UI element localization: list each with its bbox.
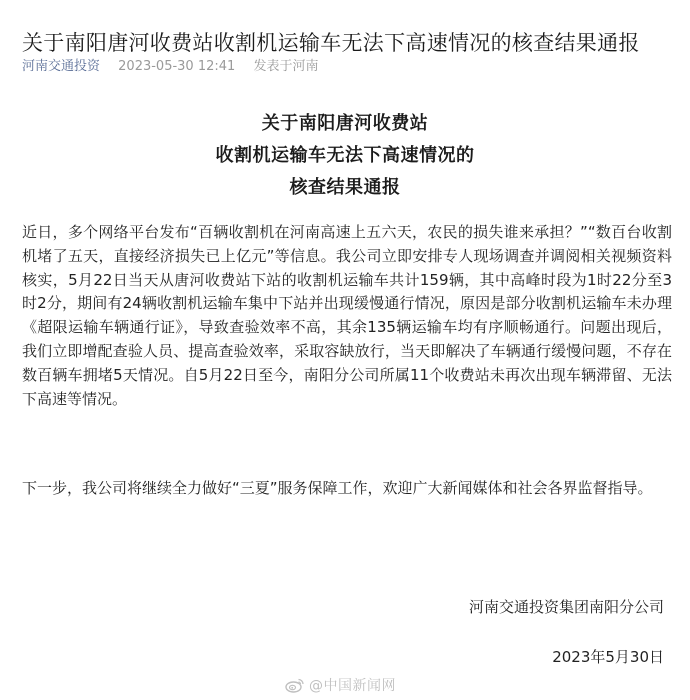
watermark-text: @中国新闻网	[309, 678, 396, 694]
article-meta	[22, 57, 318, 77]
source-account-link[interactable]: 河南交通投资	[22, 59, 101, 74]
article-headline: 关于南阳唐河收费站收割机运输车无法下高速情况的核查结果通报	[22, 31, 640, 56]
publish-location: 发表于河南	[253, 59, 319, 74]
watermark	[285, 674, 396, 696]
body-paragraph-2: 下一步，我公司将继续全力做好“三夏”服务保障工作，欢迎广大新闻媒体和社会各界监督指导。	[22, 479, 653, 497]
document-title-line-1: 关于南阳唐河收费站	[261, 113, 429, 134]
document-title-line-3: 核查结果通报	[289, 177, 401, 198]
body-paragraph-1: 近日，多个网络平台发布“百辆收割机在河南高速上五六天，农民的损失谁来承担？”“数百台收割机堵了五天，直接经济损失已上亿元”等信息。我公司立即安排专人现场调查并调阅相关视频资料核实，5月22日当天从唐河收费站下站的收割机运输车共计159辆，其中高峰时段为1时22分至3时2分，期间有24辆收割机运输车集中下站并出现缓慢通行情况，原因是部分收割机运输车未办理《超限运输车辆通行证》，导致查验效率不高，其余135辆运输车均有序顺畅通行。问题出现后，我们立即增配查验人员、提高查验效率，采取容缺放行，当天即解决了车辆通行缓慢问题，不存在数百辆车拥堵5天情况。自5月22日至今，南阳分公司所属11个收费站未再次出现车辆滞留、无法下高速等情况。	[22, 223, 672, 408]
signature-organization: 河南交通投资集团南阳分公司	[468, 598, 664, 616]
publish-time: 2023-05-30 12:41	[118, 59, 236, 74]
signature-date: 2023年5月30日	[552, 648, 664, 666]
weibo-icon	[285, 677, 305, 693]
document-title-line-2: 收割机运输车无法下高速情况的	[215, 145, 475, 166]
